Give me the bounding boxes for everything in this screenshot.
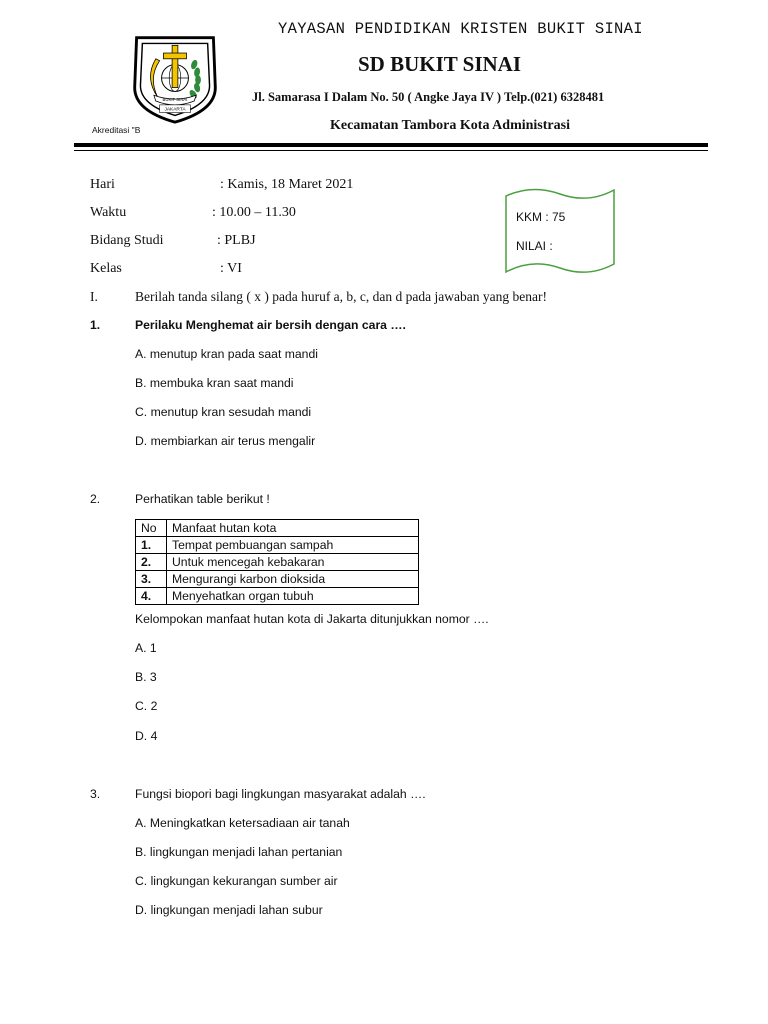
forest-benefit-table xyxy=(135,519,419,605)
school-address: Jl. Samarasa I Dalam No. 50 ( Angke Jaya IV ) Telp.(021) 6328481 xyxy=(252,90,605,104)
table-row xyxy=(136,554,419,571)
school-name: SD BUKIT SINAI xyxy=(358,52,522,76)
table-cell: Untuk mencegah kebakaran xyxy=(167,554,419,571)
table-cell: 3. xyxy=(136,571,167,588)
table-cell: Tempat pembuangan sampah xyxy=(167,537,419,554)
answer-option: A. 1 xyxy=(135,641,157,655)
answer-option: D. membiarkan air terus mengalir xyxy=(135,434,316,448)
table-row xyxy=(136,537,419,554)
question-text: Perilaku Menghemat air bersih dengan cara …. xyxy=(135,318,406,332)
info-day-value: : Kamis, 18 Maret 2021 xyxy=(220,177,354,192)
answer-option: B. membuka kran saat mandi xyxy=(135,376,294,390)
info-time-value: : 10.00 – 11.30 xyxy=(212,205,296,220)
answer-option: D. 4 xyxy=(135,729,158,743)
answer-option: D. lingkungan menjadi lahan subur xyxy=(135,903,323,917)
foundation-name: YAYASAN PENDIDIKAN KRISTEN BUKIT SINAI xyxy=(278,20,643,38)
answer-option: A. menutup kran pada saat mandi xyxy=(135,347,318,361)
info-time-label: Waktu xyxy=(90,205,127,220)
info-subject-label: Bidang Studi xyxy=(90,233,164,248)
header-rule-thick xyxy=(74,143,708,147)
kkm-label: KKM : 75 xyxy=(516,210,566,224)
score-label: NILAI : xyxy=(516,239,553,253)
answer-option: C. menutup kran sesudah mandi xyxy=(135,405,312,419)
info-class-value: : VI xyxy=(220,261,242,276)
answer-option: C. 2 xyxy=(135,699,158,713)
answer-option: A. Meningkatkan ketersadiaan air tanah xyxy=(135,816,350,830)
question-number: 2. xyxy=(90,492,101,506)
info-subject-value: : PLBJ xyxy=(217,233,256,248)
table-header-cell: No xyxy=(136,520,167,537)
question-text: Perhatikan table berikut ! xyxy=(135,492,270,506)
svg-text:BUKIT SINAI: BUKIT SINAI xyxy=(162,97,188,103)
school-logo xyxy=(127,30,223,126)
table-header-row xyxy=(136,520,419,537)
table-cell: 2. xyxy=(136,554,167,571)
table-cell: 1. xyxy=(136,537,167,554)
table-row xyxy=(136,571,419,588)
table-header-cell: Manfaat hutan kota xyxy=(167,520,419,537)
section-instruction: Berilah tanda silang ( x ) pada huruf a, b, c, dan d pada jawaban yang benar! xyxy=(135,289,547,304)
school-district: Kecamatan Tambora Kota Administrasi xyxy=(330,118,570,133)
info-class-label: Kelas xyxy=(90,261,122,276)
question-text: Fungsi biopori bagi lingkungan masyarakat adalah …. xyxy=(135,787,426,801)
answer-option: C. lingkungan kekurangan sumber air xyxy=(135,874,338,888)
question-followup: Kelompokan manfaat hutan kota di Jakarta ditunjukkan nomor …. xyxy=(135,612,489,626)
answer-option: B. 3 xyxy=(135,670,157,684)
table-cell: Menyehatkan organ tubuh xyxy=(167,588,419,605)
accreditation-label: Akreditasi "B xyxy=(92,125,141,135)
table-cell: Mengurangi karbon dioksida xyxy=(167,571,419,588)
table-cell: 4. xyxy=(136,588,167,605)
info-day-label: Hari xyxy=(90,177,115,192)
svg-text:JAKARTA: JAKARTA xyxy=(164,107,186,113)
header-rule-thin xyxy=(74,150,708,151)
answer-option: B. lingkungan menjadi lahan pertanian xyxy=(135,845,343,859)
question-number: 1. xyxy=(90,318,101,332)
score-box xyxy=(502,182,618,278)
table-row xyxy=(136,588,419,605)
question-number: 3. xyxy=(90,787,101,801)
section-numeral: I. xyxy=(90,289,98,304)
